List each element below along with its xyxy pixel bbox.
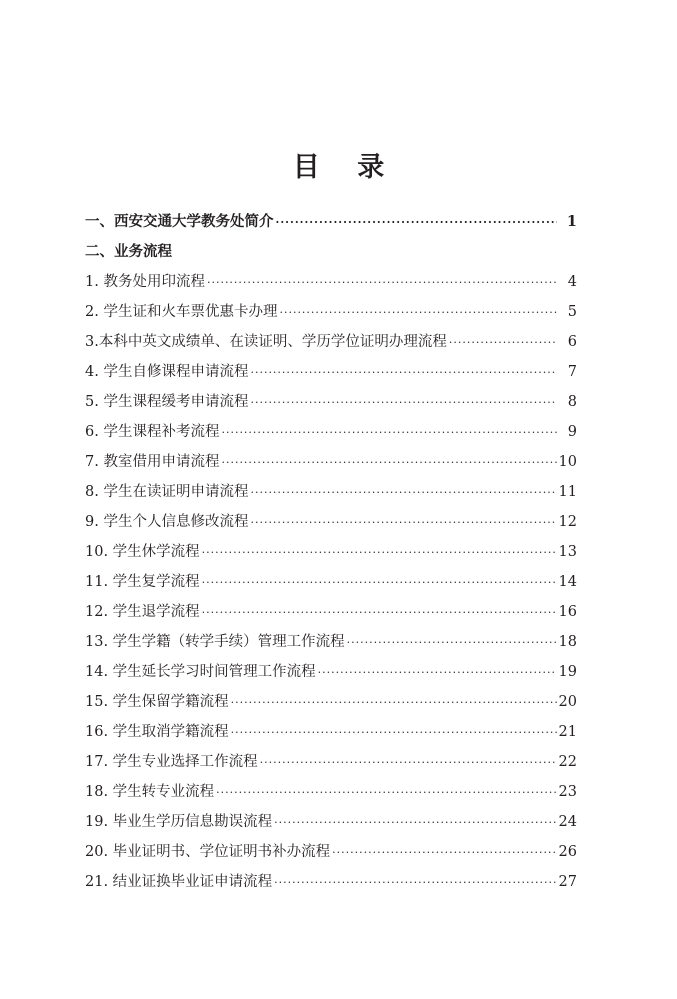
- toc-section-heading: [85, 237, 577, 267]
- dot-leader: [250, 508, 556, 538]
- toc-entry: [85, 717, 577, 747]
- toc-page-number: 20: [558, 694, 577, 710]
- dot-leader: [274, 808, 556, 838]
- toc-entry: [85, 537, 577, 567]
- dot-leader: [449, 328, 557, 358]
- dot-leader: [347, 628, 557, 658]
- toc-page-number: 8: [567, 394, 577, 410]
- dot-leader: [207, 268, 557, 298]
- dot-leader: [250, 388, 557, 418]
- toc-page-number: 1: [566, 213, 577, 230]
- toc-entry-label: 20. 毕业证明书、学位证明书补办流程: [85, 844, 331, 860]
- toc-entry: [85, 327, 577, 357]
- toc-entry: [85, 387, 577, 417]
- toc-page-number: 7: [567, 364, 577, 380]
- toc-page-number: 27: [558, 874, 577, 890]
- toc-page-number: 14: [558, 574, 577, 590]
- dot-leader: [202, 568, 557, 598]
- toc-entry: [85, 597, 577, 627]
- toc-entry-label: 13. 学生学籍（转学手续）管理工作流程: [85, 634, 345, 650]
- toc-entry: [85, 417, 577, 447]
- toc-section-heading: [85, 207, 577, 237]
- dot-leader: [231, 688, 557, 718]
- toc-entry-label: 2. 学生证和火车票优惠卡办理: [85, 304, 278, 320]
- toc-entry: [85, 447, 577, 477]
- toc-page-number: 13: [558, 544, 577, 560]
- toc-page-number: 22: [558, 754, 577, 770]
- toc-entry-label: 9. 学生个人信息修改流程: [85, 514, 249, 530]
- toc-entry-label: 15. 学生保留学籍流程: [85, 694, 229, 710]
- toc-entry-label: 1. 教务处用印流程: [85, 274, 205, 290]
- toc-entry-label: 19. 毕业生学历信息勘误流程: [85, 814, 273, 830]
- toc-entry-label: 二、业务流程: [85, 243, 172, 260]
- dot-leader: [279, 298, 557, 328]
- toc-entry-label: 7. 教室借用申请流程: [85, 454, 220, 470]
- toc-entry-label: 14. 学生延长学习时间管理工作流程: [85, 664, 316, 680]
- dot-leader: [332, 838, 556, 868]
- page-title: 目 录: [292, 152, 399, 183]
- toc-page-number: 11: [558, 484, 577, 500]
- toc-entry: [85, 867, 577, 897]
- toc-entry: [85, 807, 577, 837]
- dot-leader: [216, 778, 556, 808]
- toc-entry-label: 3.本科中英文成绩单、在读证明、学历学位证明办理流程: [85, 334, 447, 350]
- dot-leader: [250, 358, 557, 388]
- toc-page-number: 5: [567, 304, 577, 320]
- toc-entry: [85, 297, 577, 327]
- toc-entry-label: 4. 学生自修课程申请流程: [85, 364, 249, 380]
- toc-page-number: 6: [567, 334, 577, 350]
- toc-page-number: 23: [558, 784, 577, 800]
- toc-entry-label: 5. 学生课程缓考申请流程: [85, 394, 249, 410]
- toc-entry-label: 11. 学生复学流程: [85, 574, 200, 590]
- toc-entry-label: 6. 学生课程补考流程: [85, 424, 220, 440]
- toc-entry: [85, 747, 577, 777]
- dot-leader: [221, 418, 557, 448]
- table-of-contents: [85, 207, 577, 897]
- toc-page-number: 12: [558, 514, 577, 530]
- toc-page-number: 9: [567, 424, 577, 440]
- toc-entry: [85, 357, 577, 387]
- toc-entry: [85, 777, 577, 807]
- dot-leader: [318, 658, 557, 688]
- toc-page-number: 18: [558, 634, 577, 650]
- dot-leader: [250, 478, 556, 508]
- toc-entry: [85, 477, 577, 507]
- toc-page-number: 10: [558, 454, 577, 470]
- toc-page-number: 16: [558, 604, 577, 620]
- toc-entry: [85, 567, 577, 597]
- toc-entry-label: 17. 学生专业选择工作流程: [85, 754, 258, 770]
- toc-page-number: 26: [558, 844, 577, 860]
- toc-entry: [85, 267, 577, 297]
- dot-leader: [202, 598, 557, 628]
- toc-entry-label: 16. 学生取消学籍流程: [85, 724, 229, 740]
- dot-leader: [274, 868, 556, 898]
- toc-entry-label: 21. 结业证换毕业证申请流程: [85, 874, 273, 890]
- dot-leader: [276, 208, 558, 238]
- dot-leader: [231, 718, 557, 748]
- toc-entry: [85, 837, 577, 867]
- dot-leader: [221, 448, 556, 478]
- toc-entry-label: 8. 学生在读证明申请流程: [85, 484, 249, 500]
- toc-entry: [85, 687, 577, 717]
- toc-page-number: 4: [567, 274, 577, 290]
- toc-page-number: 21: [558, 724, 577, 740]
- dot-leader: [260, 748, 557, 778]
- toc-entry-label: 一、西安交通大学教务处简介: [85, 213, 274, 230]
- toc-page-number: 19: [558, 664, 577, 680]
- dot-leader: [202, 538, 557, 568]
- toc-entry: [85, 627, 577, 657]
- toc-page-number: 24: [558, 814, 577, 830]
- toc-entry-label: 18. 学生转专业流程: [85, 784, 215, 800]
- toc-entry-label: 10. 学生休学流程: [85, 544, 200, 560]
- toc-entry-label: 12. 学生退学流程: [85, 604, 200, 620]
- toc-entry: [85, 507, 577, 537]
- toc-entry: [85, 657, 577, 687]
